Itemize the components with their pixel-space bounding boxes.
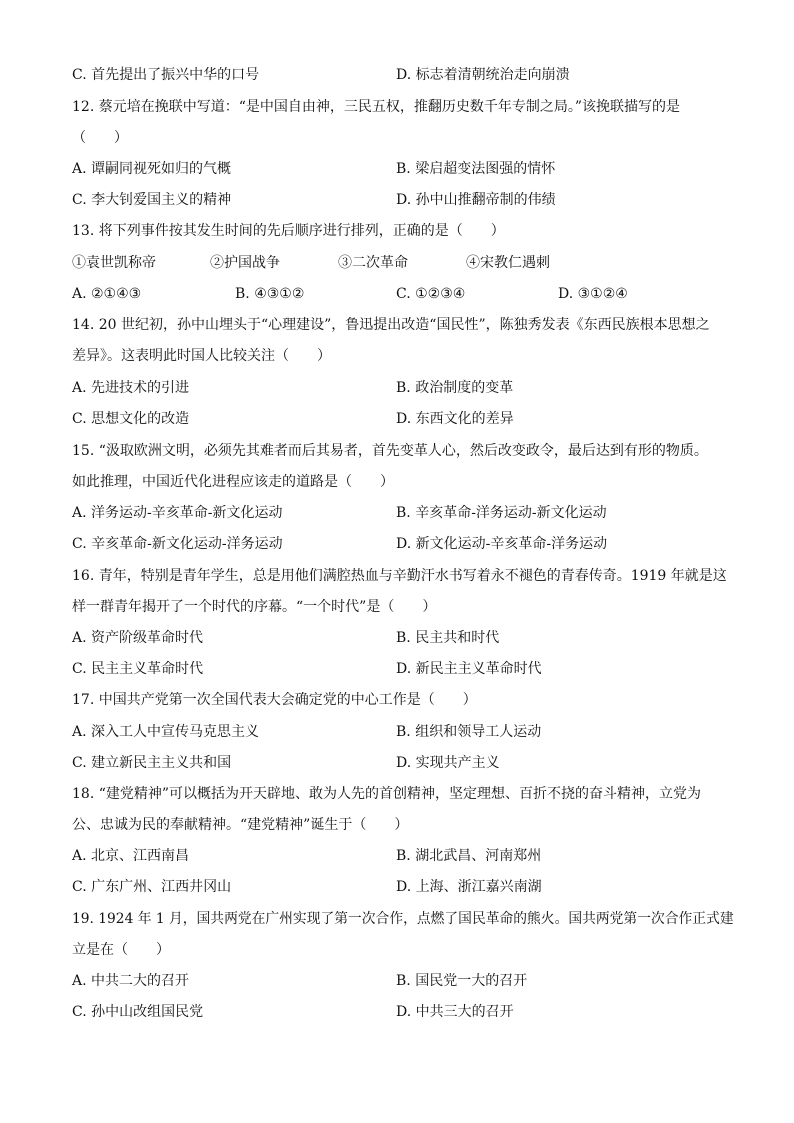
option-d: D. 标志着清朝统治走向崩溃 xyxy=(396,67,570,83)
question-19-option-d: D. 中共三大的召开 xyxy=(396,1004,514,1020)
question-15-option-d: D. 新文化运动-辛亥革命-洋务运动 xyxy=(396,536,608,552)
question-18-stem-cont: 公、忠诚为民的奉献精神。“建党精神”诞生于（ ） xyxy=(72,817,409,833)
question-13-event-1: ①袁世凯称帝 xyxy=(72,255,156,271)
question-19-option-a: A. 中共二大的召开 xyxy=(72,973,190,989)
question-13-option-a: A. ②①④③ xyxy=(72,286,142,302)
question-12-stem: 12. 蔡元培在挽联中写道：“是中国自由神，三民五权，推翻历史数千年专制之局。”该挽联描写的是 xyxy=(72,99,681,115)
question-14-stem-cont: 差异》。这表明此时国人比较关注（ ） xyxy=(72,348,331,364)
question-14-option-a: A. 先进技术的引进 xyxy=(72,380,190,396)
question-18-option-b: B. 湖北武昌、河南郑州 xyxy=(396,848,542,864)
question-13-event-4: ④宋教仁遇刺 xyxy=(466,255,550,271)
question-14-option-b: B. 政治制度的变革 xyxy=(396,380,514,396)
question-12-stem-cont: （ ） xyxy=(72,130,128,146)
question-16-option-d: D. 新民主主义革命时代 xyxy=(396,661,542,677)
question-19-option-c: C. 孙中山改组国民党 xyxy=(72,1004,204,1020)
question-17-option-c: C. 建立新民主主义共和国 xyxy=(72,755,232,771)
question-13-option-c: C. ①②③④ xyxy=(396,286,466,302)
question-18-option-d: D. 上海、浙江嘉兴南湖 xyxy=(396,879,542,895)
question-17-stem: 17. 中国共产党第一次全国代表大会确定党的中心工作是（ ） xyxy=(72,692,477,708)
question-19-stem-cont: 立是在（ ） xyxy=(72,942,170,958)
question-13-event-2: ②护国战争 xyxy=(210,255,280,271)
question-15-stem: 15. “汲取欧洲文明，必须先其难者而后其易者，首先变革人心，然后改变政令，最后达到有形的物质。 xyxy=(72,443,708,459)
question-12-option-b: B. 梁启超变法图强的情怀 xyxy=(396,161,556,177)
question-15-option-b: B. 辛亥革命-洋务运动-新文化运动 xyxy=(396,505,607,521)
question-18-option-c: C. 广东广州、江西井冈山 xyxy=(72,879,232,895)
question-14-stem: 14. 20 世纪初，孙中山埋头于“心理建设”，鲁迅提出改造“国民性”，陈独秀发表《东西民族根本思想之 xyxy=(72,317,710,333)
question-17-option-b: B. 组织和领导工人运动 xyxy=(396,724,542,740)
question-16-option-c: C. 民主主义革命时代 xyxy=(72,661,204,677)
question-14-option-c: C. 思想文化的改造 xyxy=(72,411,190,427)
question-15-stem-cont: 如此推理，中国近代化进程应该走的道路是（ ） xyxy=(72,474,394,490)
question-13-stem: 13. 将下列事件按其发生时间的先后顺序进行排列，正确的是（ ） xyxy=(72,223,505,239)
question-18-stem: 18. “建党精神”可以概括为开天辟地、敢为人先的首创精神，坚定理想、百折不挠的奋斗精神，立党为 xyxy=(72,786,702,802)
question-13-option-b: B. ④③①② xyxy=(235,286,305,302)
question-15-option-c: C. 辛亥革命-新文化运动-洋务运动 xyxy=(72,536,283,552)
question-13-event-3: ③二次革命 xyxy=(338,255,408,271)
question-17-option-d: D. 实现共产主义 xyxy=(396,755,500,771)
question-16-stem: 16. 青年，特别是青年学生，总是用他们满腔热血与辛勤汗水书写着永不褪色的青春传奇。1919 年就是这 xyxy=(72,568,727,584)
question-12-option-c: C. 李大钊爱国主义的精神 xyxy=(72,192,232,208)
question-16-option-b: B. 民主共和时代 xyxy=(396,630,500,646)
question-12-option-a: A. 谭嗣同视死如归的气概 xyxy=(72,161,232,177)
question-16-option-a: A. 资产阶级革命时代 xyxy=(72,630,204,646)
question-19-option-b: B. 国民党一大的召开 xyxy=(396,973,528,989)
question-16-stem-cont: 样一群青年揭开了一个时代的序幕。“一个时代”是（ ） xyxy=(72,599,437,615)
question-14-option-d: D. 东西文化的差异 xyxy=(396,411,514,427)
question-18-option-a: A. 北京、江西南昌 xyxy=(72,848,190,864)
question-19-stem: 19. 1924 年 1 月，国共两党在广州实现了第一次合作，点燃了国民革命的熊火。国共两党第一次合作正式建 xyxy=(72,911,734,927)
question-13-option-d: D. ③①②④ xyxy=(558,286,628,302)
question-12-option-d: D. 孙中山推翻帝制的伟绩 xyxy=(396,192,556,208)
question-17-option-a: A. 深入工人中宣传马克思主义 xyxy=(72,724,260,740)
option-c: C. 首先提出了振兴中华的口号 xyxy=(72,67,260,83)
question-15-option-a: A. 洋务运动-辛亥革命-新文化运动 xyxy=(72,505,283,521)
